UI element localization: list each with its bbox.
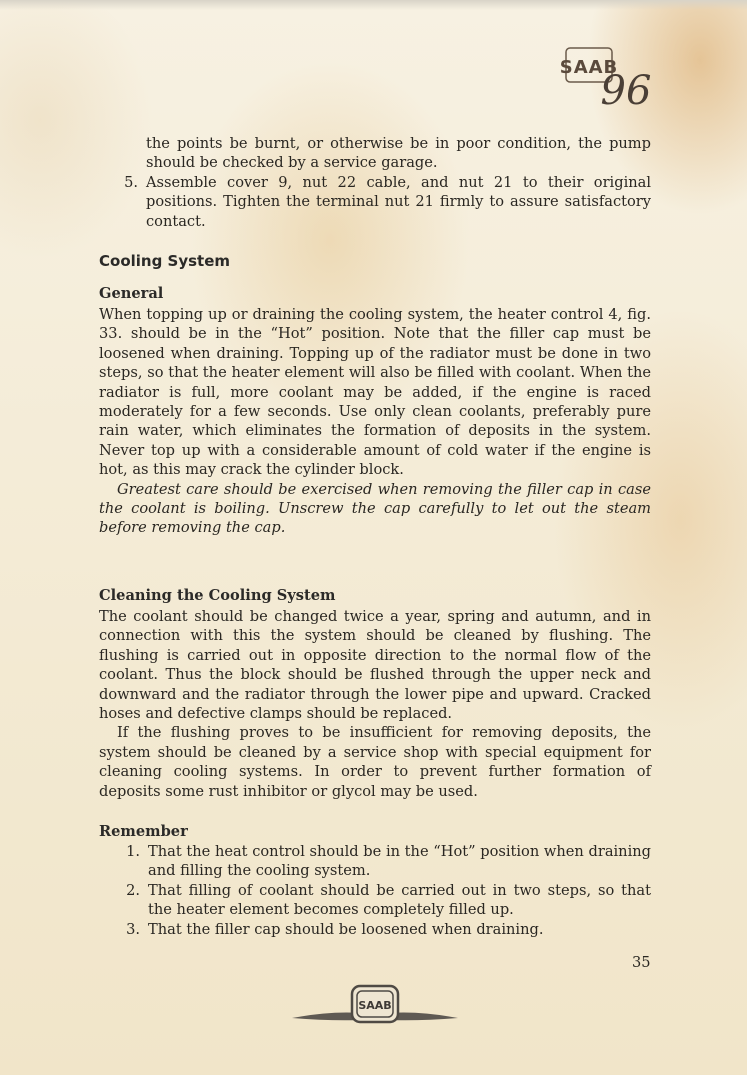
- continued-text: [124, 134, 651, 231]
- general-body: [99, 305, 651, 538]
- step-number: 5.: [124, 173, 138, 191]
- step-item: [124, 173, 651, 231]
- svg-text:SAAB: SAAB: [358, 999, 392, 1012]
- list-item: [126, 881, 651, 920]
- list-item-number: 2.: [126, 881, 140, 899]
- saab-96-logo: [560, 42, 660, 112]
- svg-text:96: 96: [600, 68, 652, 112]
- list-item-text: That filling of coolant should be carried out in two steps, so that the heater element becomes completely filled up.: [148, 881, 651, 919]
- page-edge: [0, 0, 747, 10]
- saab-emblem-icon: [290, 980, 460, 1030]
- section-title: Cooling System: [99, 252, 231, 270]
- cleaning-heading: Cleaning the Cooling System: [99, 587, 336, 604]
- page-number: 35: [632, 954, 651, 971]
- list-item-text: That the heat control should be in the “Hot” position when draining and filling the cooling system.: [148, 843, 651, 880]
- list-item-number: 1.: [126, 843, 140, 860]
- cleaning-paragraph-1: The coolant should be changed twice a year, spring and autumn, and in connection with this the system should be cleaned by flushing. The flushing is carried out in opposite direction to the normal flow of the coolant. Thus the block should be flushed through the upper neck and downward and the radiator through the lower pipe and upward. Cracked hoses and defective clamps should be replaced.: [99, 608, 651, 723]
- list-item-text: That the filler cap should be loosened when draining.: [148, 920, 544, 938]
- list-item-number: 3.: [126, 920, 140, 938]
- warning-note: Greatest care should be exercised when removing the filler cap in case the coolant is boiling. Unscrew the cap carefully to let out the steam before removing the cap.: [99, 480, 651, 537]
- cleaning-body: [99, 607, 651, 801]
- continued-paragraph: the points be burnt, or otherwise be in poor condition, the pump should be checked by a service garage.: [146, 135, 651, 172]
- svg-text:SAAB: SAAB: [560, 57, 619, 78]
- remember-list: [126, 842, 651, 939]
- remember-heading: Remember: [99, 823, 188, 840]
- cleaning-paragraph-2: If the flushing proves to be insufficient for removing deposits, the system should be cleaned by a service shop with special equipment for cleaning cooling systems. In order to prevent further formation of deposits some rust inhibitor or glycol may be used.: [99, 724, 651, 800]
- step-text: Assemble cover 9, nut 22 cable, and nut 21 to their original positions. Tighten the terminal nut 21 firmly to assure satisfactory contact.: [146, 173, 651, 230]
- list-item: [126, 842, 651, 881]
- general-heading: General: [99, 285, 164, 302]
- list-item: [126, 920, 651, 939]
- general-paragraph: When topping up or draining the cooling system, the heater control 4, fig. 33. should be in the “Hot” position. Note that the filler cap must be loosened when draining. Topping up of the radiator must be done in two steps, so that the heater element will also be filled with coolant. When the radiator is full, more coolant may be added, if the engine is raced moderately for a few seconds. Use only clean coolants, preferably pure rain water, which eliminates the formation of deposits in the system. Never top up with a considerable amount of cold water if the engine is hot, as this may crack the cylinder block.: [99, 306, 651, 479]
